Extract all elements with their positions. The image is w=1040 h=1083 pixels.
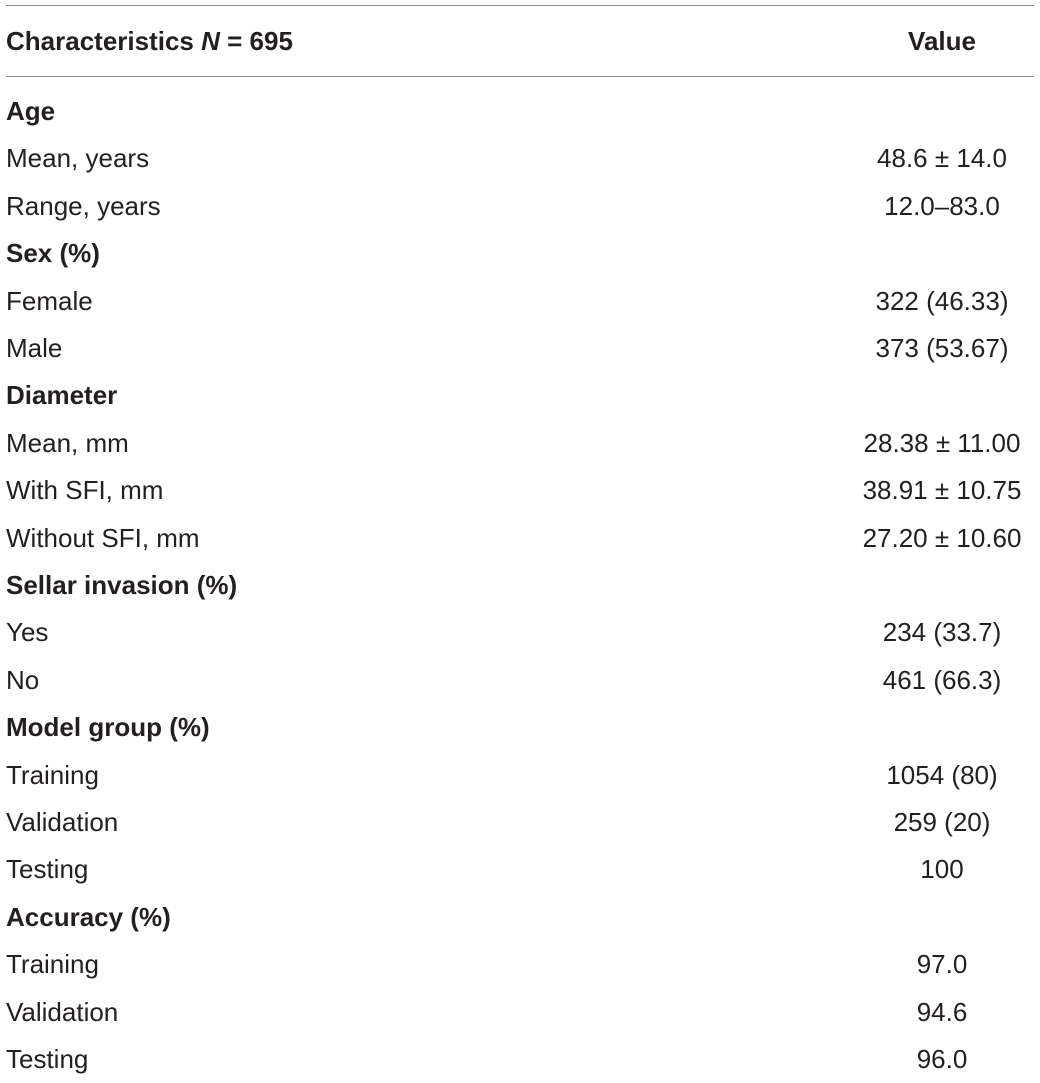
row-label: No	[6, 664, 40, 695]
section-label: Sellar invasion (%)	[6, 570, 238, 600]
table-row	[6, 657, 1034, 704]
section-row	[6, 894, 1034, 941]
table-row	[6, 1036, 1034, 1083]
table-row	[6, 325, 1034, 372]
table-header-row	[6, 18, 1034, 65]
row-value: 234 (33.7)	[882, 617, 1002, 648]
section-label: Model group (%)	[6, 712, 210, 743]
table-row	[6, 183, 1034, 230]
table-row	[6, 752, 1034, 799]
row-label: Validation	[6, 996, 119, 1027]
header-label-n: N	[201, 26, 220, 56]
table-top-rule	[6, 5, 1034, 6]
row-value: 97.0	[916, 949, 968, 980]
row-value: 100	[920, 854, 964, 885]
section-label: Age	[6, 96, 56, 126]
row-label: Yes	[6, 617, 49, 648]
row-value: 373 (53.67)	[875, 333, 1009, 363]
section-row	[6, 704, 1034, 751]
table-row	[6, 515, 1034, 562]
section-label: Sex (%)	[6, 238, 100, 269]
section-row	[6, 372, 1034, 419]
table-header-rule	[6, 76, 1034, 77]
section-row	[6, 562, 1034, 609]
table-row	[6, 278, 1034, 325]
row-label: Testing	[6, 854, 89, 885]
row-value: 28.38 ± 11.00	[863, 427, 1021, 458]
row-label: Male	[6, 333, 63, 363]
row-value: 322 (46.33)	[875, 285, 1009, 316]
table-row	[6, 135, 1034, 182]
row-label: Training	[6, 759, 99, 790]
table-row	[6, 846, 1034, 893]
row-value: 48.6 ± 14.0	[877, 143, 1007, 174]
row-value: 461 (66.3)	[882, 664, 1002, 695]
row-label: Validation	[6, 807, 119, 837]
section-row	[6, 230, 1034, 277]
header-label-suffix: = 695	[219, 26, 293, 56]
header-characteristics	[6, 18, 293, 65]
section-row	[6, 88, 1034, 135]
header-label-prefix: Characteristics	[6, 26, 202, 56]
row-label: Mean, years	[6, 143, 150, 174]
row-label: Testing	[6, 1044, 89, 1074]
section-label: Accuracy (%)	[6, 901, 171, 932]
row-label: Female	[6, 285, 93, 316]
section-label: Diameter	[6, 380, 118, 411]
row-value: 12.0–83.0	[884, 190, 1000, 221]
row-label: Range, years	[6, 190, 161, 221]
row-value: 96.0	[916, 1044, 968, 1074]
row-label: Training	[6, 949, 99, 980]
table-row	[6, 989, 1034, 1036]
row-label: Without SFI, mm	[6, 522, 200, 553]
table-row	[6, 941, 1034, 988]
table-row	[6, 799, 1034, 846]
row-label: Mean, mm	[6, 427, 129, 458]
row-value: 1054 (80)	[886, 759, 998, 790]
row-value: 259 (20)	[893, 807, 991, 837]
row-value: 94.6	[916, 996, 968, 1027]
header-value: Value	[908, 26, 976, 56]
row-value: 27.20 ± 10.60	[862, 522, 1022, 553]
table-row	[6, 420, 1034, 467]
row-label: With SFI, mm	[6, 475, 164, 506]
table-row	[6, 609, 1034, 656]
row-value: 38.91 ± 10.75	[862, 475, 1022, 506]
table-row	[6, 467, 1034, 514]
